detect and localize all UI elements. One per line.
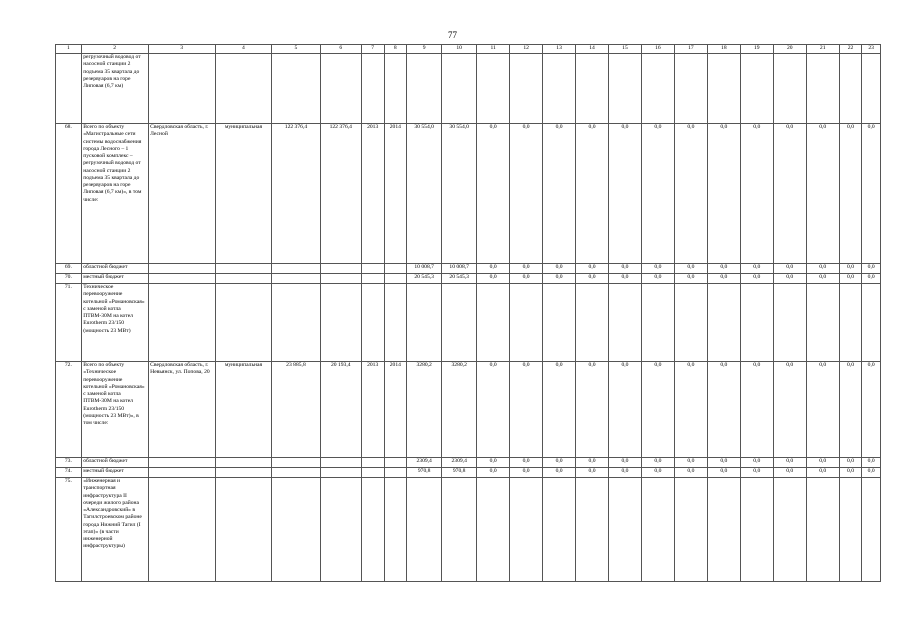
table-cell: 0,0 (543, 362, 576, 458)
column-header: 10 (442, 45, 477, 54)
table-cell: 69. (56, 264, 82, 274)
table-cell (215, 458, 272, 468)
table-cell (407, 478, 442, 582)
table-cell: 0,0 (674, 468, 707, 478)
table-cell (442, 478, 477, 582)
table-cell: 0,0 (510, 362, 543, 458)
table-cell (361, 468, 384, 478)
table-cell: 0,0 (862, 362, 881, 458)
table-cell: 0,0 (576, 468, 609, 478)
table-cell (148, 468, 215, 478)
column-header: 2 (81, 45, 148, 54)
table-cell (361, 274, 384, 284)
table-cell: 20 193,4 (320, 362, 361, 458)
table-cell: 0,0 (707, 362, 740, 458)
table-row (56, 284, 881, 362)
table-cell: 0,0 (773, 264, 806, 274)
table-cell (674, 478, 707, 582)
table-cell (148, 478, 215, 582)
table-cell: 0,0 (641, 274, 674, 284)
column-header: 4 (215, 45, 272, 54)
column-header: 16 (641, 45, 674, 54)
table-cell: 74. (56, 468, 82, 478)
table-cell (707, 284, 740, 362)
table-cell: 0,0 (477, 458, 510, 468)
table-row (56, 458, 881, 468)
table-cell (773, 54, 806, 124)
table-cell (320, 264, 361, 274)
table-cell (740, 478, 773, 582)
table-cell: 3280,2 (442, 362, 477, 458)
table-cell (272, 274, 320, 284)
table-cell (320, 458, 361, 468)
table-cell: 0,0 (806, 274, 839, 284)
table-cell (272, 478, 320, 582)
table-cell: 2013 (361, 362, 384, 458)
column-header: 13 (543, 45, 576, 54)
table-cell (707, 54, 740, 124)
table-cell: 2309,4 (442, 458, 477, 468)
table-cell: 2014 (384, 362, 407, 458)
table-cell (806, 478, 839, 582)
table-cell (862, 54, 881, 124)
table-cell: 0,0 (740, 468, 773, 478)
table-cell (543, 284, 576, 362)
table-cell (320, 478, 361, 582)
table-row (56, 478, 881, 582)
table-cell: 0,0 (477, 468, 510, 478)
table-cell: местный бюджет (81, 274, 148, 284)
table-cell (215, 54, 272, 124)
table-cell (215, 478, 272, 582)
column-header: 9 (407, 45, 442, 54)
table-cell: 71. (56, 284, 82, 362)
table-cell: 73. (56, 458, 82, 468)
table-cell (839, 284, 862, 362)
table-cell (272, 468, 320, 478)
table-cell: 0,0 (806, 264, 839, 274)
table-cell (543, 478, 576, 582)
table-cell (320, 54, 361, 124)
table-cell (510, 478, 543, 582)
column-header: 23 (862, 45, 881, 54)
table-cell (806, 54, 839, 124)
table-cell: областной бюджет (81, 264, 148, 274)
table-cell: 0,0 (674, 274, 707, 284)
table-cell (609, 284, 642, 362)
column-header: 21 (806, 45, 839, 54)
column-header: 17 (674, 45, 707, 54)
table-cell: 0,0 (740, 124, 773, 264)
table-cell (674, 284, 707, 362)
table-cell: 10 008,7 (407, 264, 442, 274)
column-header: 15 (609, 45, 642, 54)
table-cell (384, 284, 407, 362)
table-cell (384, 468, 407, 478)
table-cell: 0,0 (576, 362, 609, 458)
table-cell (576, 284, 609, 362)
table-cell (407, 54, 442, 124)
table-cell: 0,0 (510, 468, 543, 478)
table-cell (707, 478, 740, 582)
table-cell (215, 468, 272, 478)
page-number: 77 (448, 30, 457, 40)
table-cell: 0,0 (609, 468, 642, 478)
table-cell (384, 274, 407, 284)
table-cell: 10 008,7 (442, 264, 477, 274)
table-cell: 20 545,3 (442, 274, 477, 284)
table-cell: 0,0 (862, 274, 881, 284)
table-cell (674, 54, 707, 124)
table-cell: 0,0 (477, 124, 510, 264)
table-cell: муниципальная (215, 124, 272, 264)
table-cell: 0,0 (543, 124, 576, 264)
table-cell: 2309,4 (407, 458, 442, 468)
table-cell: 0,0 (510, 264, 543, 274)
table-cell: 0,0 (862, 458, 881, 468)
column-header: 22 (839, 45, 862, 54)
table-cell: 0,0 (773, 458, 806, 468)
table-cell: 0,0 (740, 362, 773, 458)
table-cell: 0,0 (773, 468, 806, 478)
table-cell: 30 554,0 (407, 124, 442, 264)
table-cell (641, 478, 674, 582)
table-cell (806, 284, 839, 362)
table-cell: 0,0 (609, 362, 642, 458)
table-cell: 0,0 (641, 458, 674, 468)
table-cell (510, 54, 543, 124)
table-cell: 0,0 (609, 274, 642, 284)
table-cell: 70. (56, 274, 82, 284)
table-cell: 0,0 (806, 124, 839, 264)
table-cell (839, 478, 862, 582)
table-cell: 0,0 (839, 458, 862, 468)
table-cell (510, 284, 543, 362)
table-cell: 0,0 (674, 264, 707, 274)
column-header: 7 (361, 45, 384, 54)
table-cell: 75. (56, 478, 82, 582)
table-cell: местный бюджет (81, 468, 148, 478)
table-cell: 0,0 (609, 458, 642, 468)
table-cell: 0,0 (674, 458, 707, 468)
table-cell (56, 54, 82, 124)
table-row (56, 54, 881, 124)
table-cell: 0,0 (576, 124, 609, 264)
table-cell (148, 284, 215, 362)
table-cell: 0,0 (839, 264, 862, 274)
table-cell (862, 478, 881, 582)
table-cell: 30 554,0 (442, 124, 477, 264)
table-cell: 0,0 (740, 264, 773, 274)
table-cell: 72. (56, 362, 82, 458)
table-cell: 0,0 (839, 468, 862, 478)
table-cell (361, 458, 384, 468)
table-cell: 0,0 (707, 274, 740, 284)
table-cell (384, 264, 407, 274)
table-cell: 2013 (361, 124, 384, 264)
table-cell: 0,0 (839, 362, 862, 458)
table-cell: Свердловская область, г. Невьянск, ул. Попова, 20 (148, 362, 215, 458)
table-cell: 0,0 (543, 274, 576, 284)
column-header: 5 (272, 45, 320, 54)
table-cell (442, 284, 477, 362)
table-cell: 0,0 (773, 362, 806, 458)
table-cell: 970,8 (407, 468, 442, 478)
table-row (56, 362, 881, 458)
table-cell (773, 478, 806, 582)
table-cell: 0,0 (806, 458, 839, 468)
table-cell: 0,0 (641, 362, 674, 458)
table-row (56, 124, 881, 264)
table-cell (361, 478, 384, 582)
column-header: 20 (773, 45, 806, 54)
table-cell (272, 54, 320, 124)
table-cell (576, 478, 609, 582)
table-cell (641, 54, 674, 124)
table-cell: 0,0 (510, 124, 543, 264)
table-cell (215, 284, 272, 362)
table-cell: 0,0 (806, 362, 839, 458)
table-cell: 0,0 (806, 468, 839, 478)
column-header: 14 (576, 45, 609, 54)
table-cell (320, 284, 361, 362)
table-cell (477, 478, 510, 582)
table-cell: 0,0 (576, 264, 609, 274)
table-cell (272, 458, 320, 468)
table-cell (148, 264, 215, 274)
table-row (56, 274, 881, 284)
column-header: 3 (148, 45, 215, 54)
table-cell: 0,0 (576, 458, 609, 468)
table-cell: 0,0 (576, 274, 609, 284)
table-cell: 3280,2 (407, 362, 442, 458)
table-cell: 0,0 (862, 264, 881, 274)
table-cell (384, 54, 407, 124)
column-header: 12 (510, 45, 543, 54)
table-cell: 0,0 (510, 458, 543, 468)
table-cell (320, 468, 361, 478)
column-header: 19 (740, 45, 773, 54)
table-cell: Всего по объекту «Магистральные сети системы водоснабжения города Лесного – 1 пусковой комплекс – регрузочный водовод от насосной станции 2 подъема 35 квартала до резервуаров на горе Липовая (6,7 км)», в том числе: (81, 124, 148, 264)
table-cell: 0,0 (477, 362, 510, 458)
table-cell (215, 264, 272, 274)
table-cell (839, 54, 862, 124)
table-cell (477, 54, 510, 124)
table-cell: 0,0 (609, 124, 642, 264)
table-cell: 0,0 (839, 124, 862, 264)
table-cell: 0,0 (740, 458, 773, 468)
table-cell (272, 284, 320, 362)
table-cell (148, 54, 215, 124)
table-row (56, 264, 881, 274)
table-cell: 0,0 (740, 274, 773, 284)
table-cell: Свердловская область, г. Лесной (148, 124, 215, 264)
table-cell: 970,8 (442, 468, 477, 478)
table-cell (641, 284, 674, 362)
table-cell: Техническое перевооружение котельной «Романовская» с заменой котла ПТВМ-30М на котел Eurotherm 23/150 (мощность 23 МВт) (81, 284, 148, 362)
table-cell: 23 885,8 (272, 362, 320, 458)
table-cell: Всего по объекту «Техническое перевооружение котельной «Романовская» с заменой котла ПТВМ-30М на котел Eurotherm 23/150 (мощность 23 МВт)», в том числе: (81, 362, 148, 458)
column-header: 18 (707, 45, 740, 54)
table-cell: 0,0 (707, 468, 740, 478)
table-cell (740, 284, 773, 362)
table-cell: 0,0 (543, 468, 576, 478)
table-cell: 0,0 (641, 468, 674, 478)
table-cell: 0,0 (543, 458, 576, 468)
table-cell: 0,0 (609, 264, 642, 274)
table-cell: 0,0 (641, 124, 674, 264)
table-cell: 0,0 (674, 362, 707, 458)
table-cell: 0,0 (773, 124, 806, 264)
table-cell: 0,0 (707, 124, 740, 264)
table-cell (609, 478, 642, 582)
table-cell: «Инженерная и транспортная инфраструктура II очереди жилого района «Александровский» в Тагилстроевском районе города Нижний Тагил (I этап)» (в части инженерной инфраструктуры) (81, 478, 148, 582)
table-cell (407, 284, 442, 362)
table-cell: 0,0 (510, 274, 543, 284)
column-header: 1 (56, 45, 82, 54)
table-cell (576, 54, 609, 124)
column-header: 8 (384, 45, 407, 54)
table-cell (148, 458, 215, 468)
table-cell: регрузочный водовод от насосной станции 2 подъема 35 квартала до резервуаров на горе Липовая (6,7 км) (81, 54, 148, 124)
data-table (55, 44, 881, 582)
header-row (56, 45, 881, 54)
table-cell: 0,0 (641, 264, 674, 274)
table-cell: 2014 (384, 124, 407, 264)
table-cell: 0,0 (773, 274, 806, 284)
table-cell: 0,0 (839, 274, 862, 284)
table-row (56, 468, 881, 478)
table-cell (740, 54, 773, 124)
table-cell: 68. (56, 124, 82, 264)
table-cell: 0,0 (543, 264, 576, 274)
table-cell (609, 54, 642, 124)
table-cell (442, 54, 477, 124)
table-cell: 122 376,4 (272, 124, 320, 264)
table-cell (862, 284, 881, 362)
table-cell: областной бюджет (81, 458, 148, 468)
table-cell: 0,0 (477, 264, 510, 274)
table-cell: 0,0 (707, 458, 740, 468)
table-cell (361, 264, 384, 274)
table-cell (320, 274, 361, 284)
table-cell (384, 478, 407, 582)
table-cell: 122 376,4 (320, 124, 361, 264)
table-cell (148, 274, 215, 284)
table-cell (361, 284, 384, 362)
column-header: 6 (320, 45, 361, 54)
table-cell (361, 54, 384, 124)
table-cell: 0,0 (674, 124, 707, 264)
table-cell (215, 274, 272, 284)
table-cell (272, 264, 320, 274)
table-cell: 0,0 (477, 274, 510, 284)
table-cell: 0,0 (862, 468, 881, 478)
table-cell (384, 458, 407, 468)
table-cell (477, 284, 510, 362)
column-header: 11 (477, 45, 510, 54)
table-cell: 0,0 (862, 124, 881, 264)
table-cell (773, 284, 806, 362)
table-cell (543, 54, 576, 124)
table-cell: 0,0 (707, 264, 740, 274)
table-cell: муниципальная (215, 362, 272, 458)
table-cell: 20 545,3 (407, 274, 442, 284)
